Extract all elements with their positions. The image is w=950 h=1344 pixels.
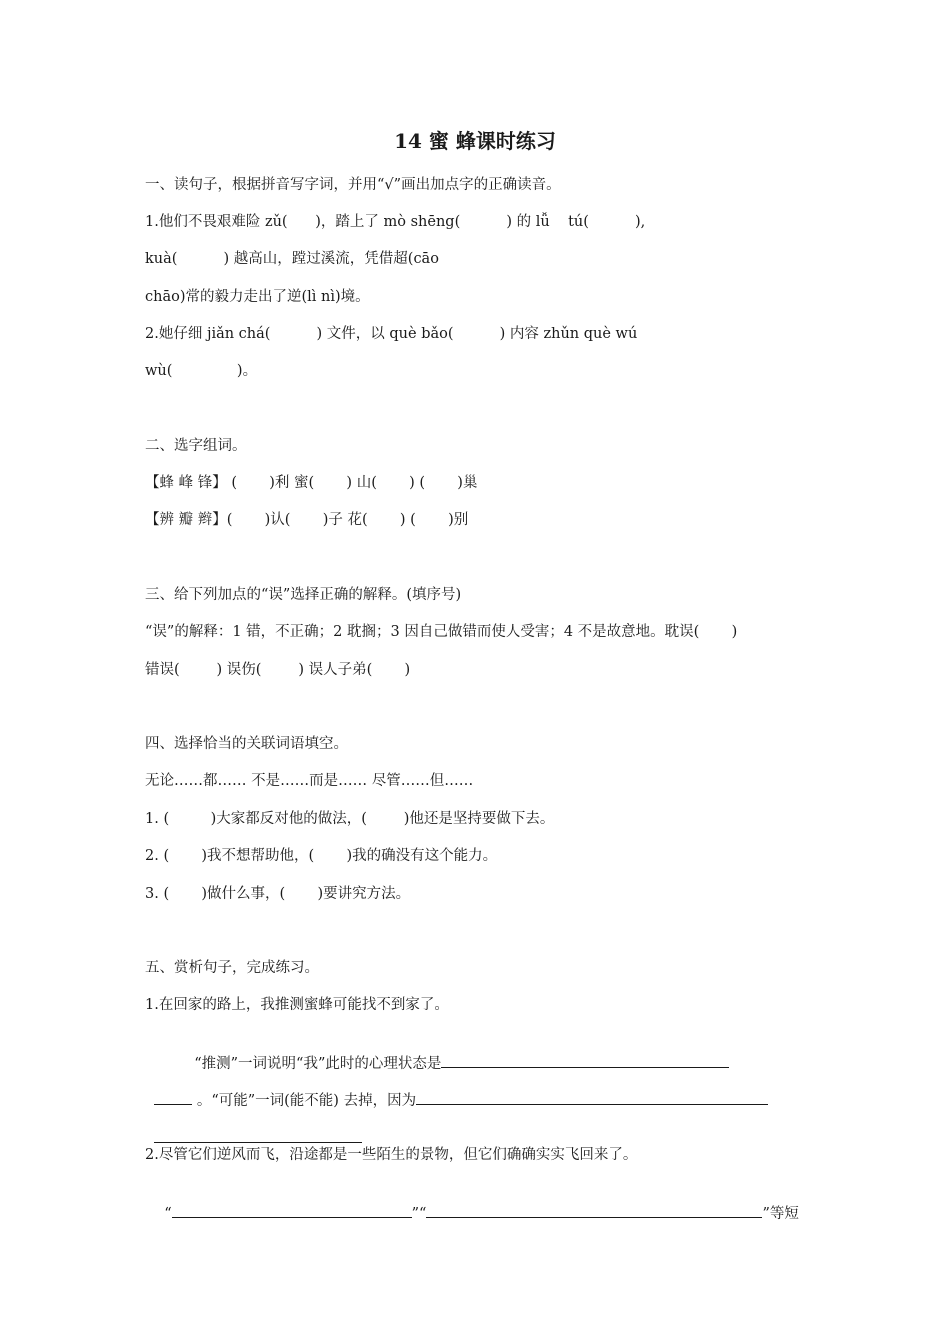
s1-q1-line2: kuà( ) 越高山，蹚过溪流，凭借超(cāo (145, 251, 439, 267)
s5-q1: 1.在回家的路上，我推测蜜蜂可能找不到家了。 (145, 997, 449, 1013)
s2-row2: 【辨 瓣 辫】( )认( )子 花( ) ( )别 (145, 512, 469, 528)
s1-q2-line2: wù( )。 (145, 363, 258, 379)
answer-blank[interactable] (416, 1090, 768, 1105)
s4-options: 无论……都…… 不是……而是…… 尽管……但…… (145, 773, 474, 789)
answer-blank[interactable] (441, 1053, 729, 1068)
section3-heading: 三、给下列加点的“误”选择正确的解释。(填序号) (145, 587, 462, 603)
s4-q2: 2. ( )我不想帮助他，( )我的确没有这个能力。 (145, 848, 498, 864)
s5-q1-line-b (145, 1070, 807, 1111)
s5-q1-prompt-a: “推测”一词说明“我”此时的心理状态是 (194, 1056, 442, 1072)
s5-q1-line-a (145, 1033, 807, 1074)
end-text: ”等短 (762, 1206, 799, 1222)
s5-q2: 2.尽管它们逆风而飞，沿途都是一些陌生的景物，但它们确确实实飞回来了。 (145, 1147, 638, 1163)
s4-q3: 3. ( )做什么事，( )要讲究方法。 (145, 886, 411, 902)
s1-q1-line3: chāo)常的毅力走出了逆(lì nì)境。 (145, 289, 370, 305)
answer-blank[interactable] (426, 1203, 762, 1218)
answer-blank[interactable] (172, 1203, 412, 1218)
s2-row1: 【蜂 峰 锋】 ( )利 蜜( ) 山( ) ( )巢 (145, 475, 478, 491)
s3-line1: “误”的解释：1 错，不正确；2 耽搁；3 因自己做错而使人受害；4 不是故意地。耽误( ) (145, 624, 738, 640)
mid-quotes: ”“ (411, 1206, 427, 1222)
section5-heading: 五、赏析句子，完成练习。 (145, 960, 319, 976)
s5-q2-line (145, 1183, 807, 1224)
s5-q1-line-c (145, 1108, 807, 1149)
s5-q1-prompt-b: 。“可能”一词(能不能) 去掉，因为 (196, 1093, 417, 1109)
s1-q1-line1: 1.他们不畏艰难险 zǔ( )，踏上了 mò shēng( ) 的 lǚ tú( ), (145, 214, 646, 230)
answer-blank[interactable] (154, 1090, 192, 1105)
section2-heading: 二、选字组词。 (145, 438, 247, 454)
s1-q2-line1: 2.她仔细 jiǎn chá( ) 文件，以 què bǎo( ) 内容 zhǔn què wú (145, 326, 638, 342)
section4-heading: 四、选择恰当的关联词语填空。 (145, 736, 348, 752)
page-title: 14 蜜 蜂课时练习 (394, 129, 556, 153)
s4-q1: 1. ( )大家都反对他的做法，( )他还是坚持要做下去。 (145, 811, 555, 827)
section1-heading: 一、读句子，根据拼音写字词，并用“√”画出加点字的正确读音。 (145, 177, 561, 193)
s3-line2: 错误( ) 误伤( ) 误人子弟( ) (145, 662, 411, 678)
open-quote: “ (164, 1206, 172, 1222)
answer-blank[interactable] (154, 1128, 362, 1143)
